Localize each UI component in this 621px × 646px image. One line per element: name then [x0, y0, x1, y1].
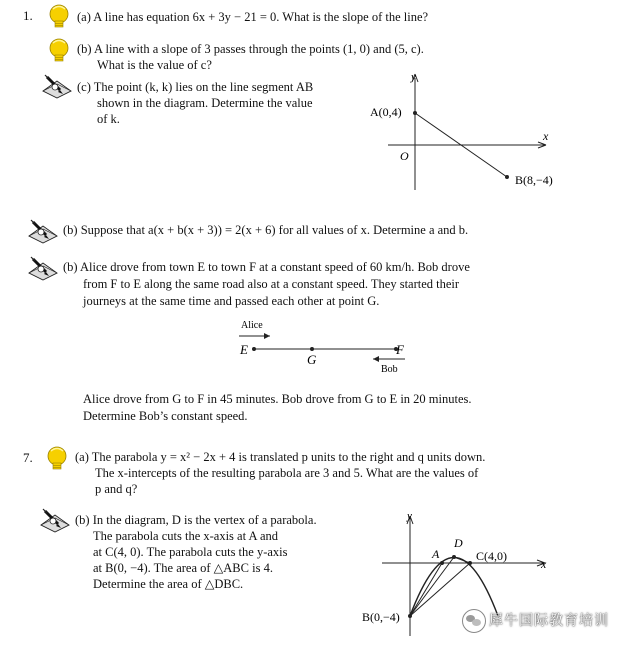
point-a-label: A — [432, 547, 440, 561]
q2b-text: (b) Suppose that a(x + b(x + 3)) = 2(x + 6) for all values of x. Determine a and b. — [63, 223, 469, 237]
q7b-line2: The parabola cuts the x-axis at A and — [93, 529, 279, 543]
point-a — [413, 111, 417, 115]
point-c-label: C(4,0) — [476, 549, 507, 563]
q7b-line5: Determine the area of △DBC. — [93, 577, 244, 591]
q3-after-line2: Determine Bob’s constant speed. — [83, 409, 248, 423]
point-c — [468, 561, 472, 565]
q7a-line1: (a) The parabola y = x² − 2x + 4 is translated p units to the right and q units down. — [75, 450, 486, 464]
question-number-1: 1. — [23, 8, 33, 23]
pen-paper-icon — [26, 218, 60, 244]
point-b-label: B(0,−4) — [362, 610, 400, 624]
q1b-line1: (b) A line with a slope of 3 passes through the points (1, 0) and (5, c). — [77, 42, 424, 56]
q7a-line3: p and q? — [95, 482, 138, 496]
point-g-label: G — [307, 352, 317, 367]
q7b-line4: at B(0, −4). The area of △ABC is 4. — [93, 561, 273, 575]
x-axis-label: x — [543, 129, 549, 143]
pen-paper-icon — [40, 73, 74, 99]
pen-paper-icon — [38, 507, 72, 533]
q3-after-line1: Alice drove from G to F in 45 minutes. Bob drove from G to E in 20 minutes. — [83, 392, 472, 406]
point-a-label: A(0,4) — [370, 105, 402, 119]
watermark-text: 犀牛国际教育培训 — [489, 613, 609, 629]
point-d — [452, 555, 456, 559]
pen-paper-icon — [26, 255, 60, 281]
q3b-line3: journeys at the same time and passed each other at point G. — [83, 294, 380, 308]
point-b — [408, 614, 412, 618]
origin-label: O — [400, 149, 409, 163]
y-axis-label: y — [407, 510, 412, 522]
segment-dc — [454, 557, 470, 563]
q1a-text: (a) A line has equation 6x + 3y − 21 = 0. What is the slope of the line? — [77, 10, 429, 24]
lightbulb-icon — [43, 445, 71, 473]
segment-bd — [410, 557, 454, 616]
lightbulb-icon — [45, 37, 73, 65]
q1c-line2: shown in the diagram. Determine the value — [97, 96, 313, 110]
alice-label: Alice — [241, 320, 263, 331]
line-segment-diagram — [360, 66, 560, 196]
question-number-7: 7. — [23, 450, 33, 465]
x-axis-label: x — [541, 557, 547, 571]
segment-ba — [410, 563, 442, 616]
point-d-label: D — [454, 536, 463, 550]
q7b-line3: at C(4, 0). The parabola cuts the y-axis — [93, 545, 288, 559]
y-axis-label: y — [411, 71, 416, 83]
q7a-line2: The x-intercepts of the resulting parabola are 3 and 5. What are the values of — [95, 466, 479, 480]
bob-label: Bob — [381, 364, 398, 375]
parabola-curve — [410, 558, 498, 617]
q1c-line1: (c) The point (k, k) lies on the line segment AB — [77, 80, 314, 94]
q3b-line2: from F to E along the same road also at a constant speed. They started their — [83, 277, 460, 291]
wechat-logo-icon — [462, 609, 486, 633]
town-e-label: E — [240, 342, 248, 357]
point-b — [505, 175, 509, 179]
town-f-label: F — [396, 342, 404, 357]
q1b-line2: What is the value of c? — [97, 58, 212, 72]
point-b-label: B(8,−4) — [515, 173, 553, 187]
road-diagram — [230, 316, 420, 376]
lightbulb-icon — [45, 3, 73, 31]
q3b-line1: (b) Alice drove from town E to town F at a constant speed of 60 km/h. Bob drove — [63, 260, 470, 274]
segment-bc — [410, 563, 470, 616]
q7b-line1: (b) In the diagram, D is the vertex of a parabola. — [75, 513, 317, 527]
q1c-line3: of k. — [97, 112, 120, 126]
point-a — [440, 561, 444, 565]
